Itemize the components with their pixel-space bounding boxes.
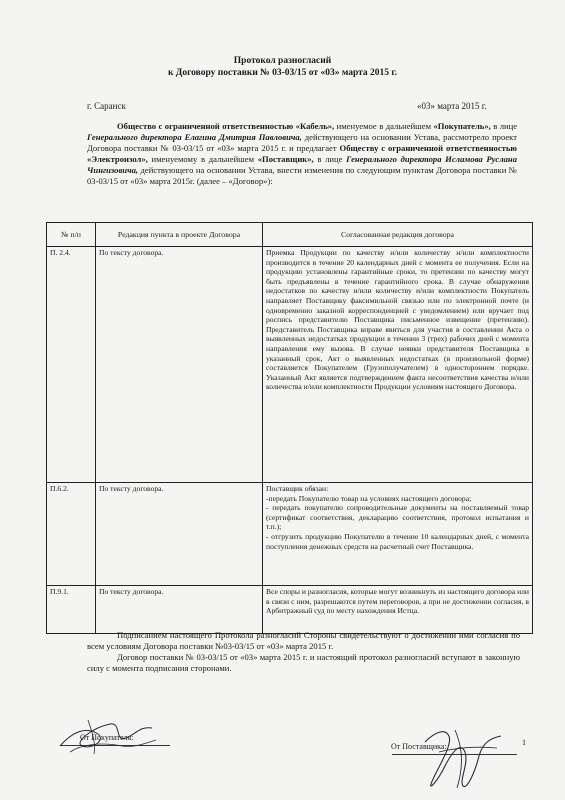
intro-text: именуемое в дальнейшем [334, 121, 434, 131]
agreed-text [263, 483, 533, 586]
table-row [47, 247, 533, 483]
disagreements-table [46, 222, 533, 634]
city: г. Саранск [87, 101, 126, 111]
draft-text: По тексту договора. [96, 483, 263, 586]
supplier-signature-label: От Поставщика: [391, 742, 447, 751]
draft-text: По тексту договора. [96, 586, 263, 634]
closing-paragraph: Подписанием настоящего Протокола разногласий Стороны свидетельствуют о достижении ими согласия по всем условиям Договора поставки №03-03/15 от «03» марта 2015 г. [87, 630, 520, 651]
clause-number: П. 2.4. [47, 247, 96, 483]
table-header-row [47, 223, 533, 247]
column-header-number: № п/п [47, 223, 96, 247]
column-header-draft: Редакция пункта в проекте Договора [96, 223, 263, 247]
agreed-text: Приемка Продукции по качеству и/или количеству и/или комплектности производится в течение 20 календарных дней с момента ее получения. Если на продукцию установлены гарантийные сроки, то претензии по качеству могут быть предъявлены в течение гарантийного срока. В случае обнаружения недостатков по качеству и/или количеству и/или комплектности Покупатель направляет Поставщику факсимильной связью или по электронной почте (и одновременно заказной корреспонденцией с уведомлением) или вручает под роспись представителю Поставщика письменное извещение (претензию). Представитель Поставщика вправе явиться для участия в составлении Акта о выявленных недостатках продукции в течении 3 (трех) рабочих дней с момента направления ему вызова. В случае неявки представителя Поставщика в указанный срок, Акт о выявленных недостатках (в произвольной форме) составляется Покупателем (Грузополучателем) в одностороннем порядке. Указанный Акт является подтверждением факта несоответствия качества и/или количества и/или комплектности Продукции условиям настоящего Договора. [263, 247, 533, 483]
buyer-signature [52, 712, 162, 760]
closing-paragraphs [87, 630, 520, 674]
intro-text: в лице [490, 121, 518, 131]
clause-number: П.9.1. [47, 586, 96, 634]
intro-text: действующего на основании Устава, рассмотрело проект Договора поставки № 03-03/15 от «03» марта 2015 г. и предлагает [87, 132, 517, 153]
intro-paragraph [87, 121, 517, 187]
agreed-line: -передать Покупателю товар на условиях настоящего договора; [266, 493, 472, 503]
buyer-name: Общество с ограниченной ответственностью «Кабель», [117, 121, 335, 131]
intro-text: действующего на основании Устава, внести изменения по следующим пунктам Договора поставки № 03-03/15 от «03» марта 2015г. (далее – «Договор»): [87, 165, 517, 186]
draft-text: По тексту договора. [96, 247, 263, 483]
table-row [47, 483, 533, 586]
intro-text: именуемому в дальнейшем [147, 154, 258, 164]
document-title: Протокол разногласий [233, 56, 332, 66]
agreed-line: Поставщик обязан: [266, 484, 329, 493]
supplier-signature [405, 722, 515, 792]
column-header-agreed: Согласованная редакция договора [263, 223, 533, 247]
supplier-name: Обществу с ограниченной ответственностью «Электроизол», [87, 143, 517, 164]
buyer-role: «Покупатель», [433, 121, 491, 131]
buyer-director: Генерального директора Елагина Дмитрия Павловича, [87, 132, 302, 142]
intro-text: в лице [313, 154, 347, 164]
table-row [47, 586, 533, 634]
agreed-line: - отгрузить продукцию Покупателю в течение 10 календарных дней, с момента поступления денежных средств на расчетный счет Поставщика. [266, 531, 529, 551]
closing-paragraph: Договор поставки № 03-03/15 от «03» марта 2015 г. и настоящий протокол разногласий вступают в законную силу с момента подписания сторонами. [87, 652, 520, 673]
supplier-role: «Поставщик», [257, 154, 314, 164]
page-number: 1 [522, 738, 526, 747]
buyer-signature-label: От Покупателя: [80, 733, 134, 742]
agreed-line: - передать покупателю сопроводительные документы на поставляемый товар (сертификат соответствия, декларацию соответствия, протокол испытания и т.п.); [266, 503, 529, 532]
document-date: «03» марта 2015 г. [417, 101, 487, 111]
supplier-director: Генерального директора Исламова Руслана Чингизовича, [87, 154, 517, 175]
agreed-text: Все споры и разногласия, которые могут возникнуть из настоящего договора или в связи с ним, разрешаются путем переговоров, а при не достижении согласия, в Арбитражный суд по месту нахождения Истца. [263, 586, 533, 634]
clause-number: П.6.2. [47, 483, 96, 586]
document-subtitle: к Договору поставки № 03-03/15 от «03» марта 2015 г. [167, 68, 398, 78]
